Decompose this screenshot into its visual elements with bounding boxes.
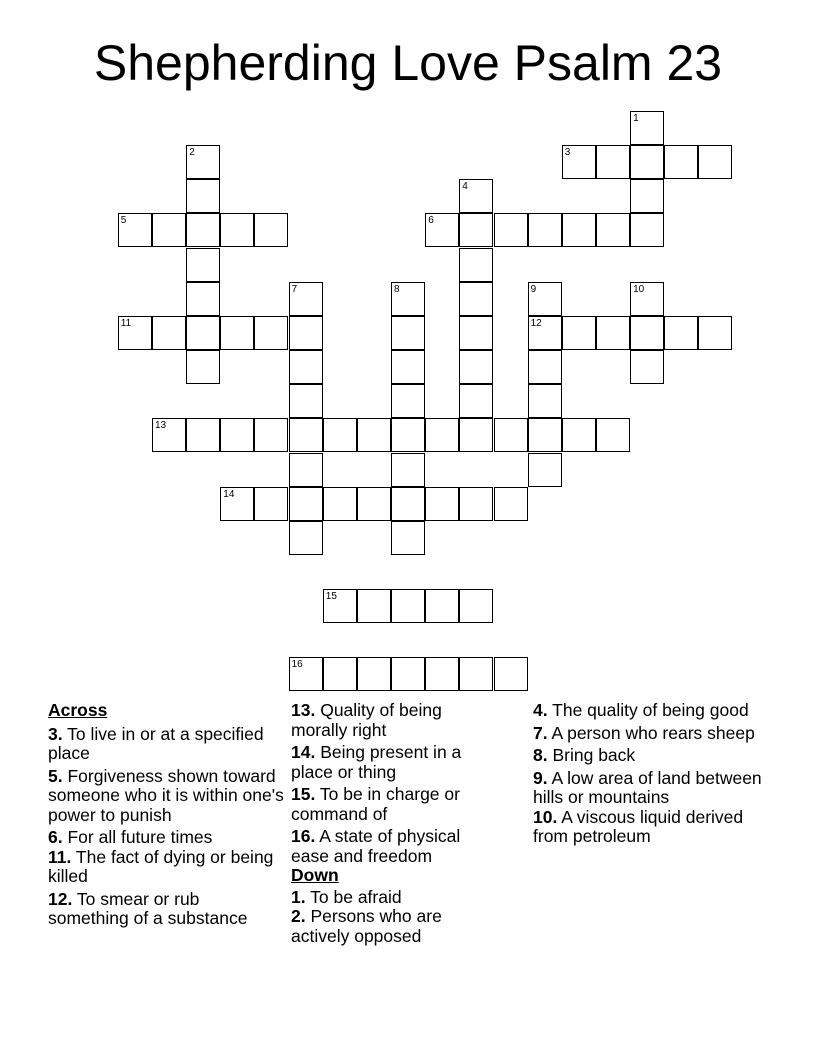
grid-cell[interactable] bbox=[528, 350, 562, 384]
clue-number: 3 bbox=[564, 147, 571, 159]
grid-cell[interactable] bbox=[459, 418, 493, 452]
grid-cell[interactable] bbox=[562, 145, 596, 179]
grid-cell[interactable] bbox=[459, 248, 493, 282]
grid-cell[interactable] bbox=[391, 453, 425, 487]
grid-cell[interactable] bbox=[357, 657, 391, 691]
clue-column-3 bbox=[533, 701, 773, 850]
clue-number: 5 bbox=[120, 215, 127, 227]
clue-number: 14 bbox=[223, 488, 235, 500]
grid-cell[interactable] bbox=[425, 213, 459, 247]
grid-cell[interactable] bbox=[186, 179, 220, 213]
clue-down-10: 10. A viscous liquid derived from petroleum bbox=[533, 806, 744, 846]
grid-cell[interactable] bbox=[323, 487, 357, 521]
grid-cell[interactable] bbox=[698, 316, 732, 350]
grid-cell[interactable] bbox=[391, 384, 425, 418]
clue-across-11: 11. The fact of dying or being killed bbox=[48, 846, 274, 886]
grid-cell[interactable] bbox=[562, 418, 596, 452]
clue-down-2: 2. Persons who are actively opposed bbox=[291, 906, 442, 946]
clue-number: 6 bbox=[428, 215, 434, 227]
grid-cell[interactable] bbox=[323, 418, 357, 452]
clue-number: 13 bbox=[155, 420, 167, 432]
grid-cell[interactable] bbox=[494, 487, 528, 521]
clue-column-1 bbox=[48, 701, 284, 932]
grid-cell[interactable] bbox=[459, 657, 493, 691]
grid-cell[interactable] bbox=[664, 316, 698, 350]
grid-cell[interactable] bbox=[152, 418, 186, 452]
grid-cell[interactable] bbox=[630, 350, 664, 384]
grid-cell[interactable] bbox=[186, 350, 220, 384]
grid-cell[interactable] bbox=[528, 316, 562, 350]
grid-cell[interactable] bbox=[289, 418, 323, 452]
grid-cell[interactable] bbox=[289, 350, 323, 384]
grid-cell[interactable] bbox=[118, 213, 152, 247]
grid-cell[interactable] bbox=[459, 316, 493, 350]
grid-cell[interactable] bbox=[459, 179, 493, 213]
grid-cell[interactable] bbox=[391, 282, 425, 316]
grid-cell[interactable] bbox=[562, 316, 596, 350]
grid-cell[interactable] bbox=[391, 589, 425, 623]
grid-cell[interactable] bbox=[323, 589, 357, 623]
grid-cell[interactable] bbox=[254, 316, 288, 350]
grid-cell[interactable] bbox=[459, 384, 493, 418]
grid-cell[interactable] bbox=[152, 316, 186, 350]
grid-cell[interactable] bbox=[494, 418, 528, 452]
grid-cell[interactable] bbox=[528, 213, 562, 247]
grid-cell[interactable] bbox=[630, 111, 664, 145]
grid-cell[interactable] bbox=[425, 418, 459, 452]
grid-cell[interactable] bbox=[698, 145, 732, 179]
grid-cell[interactable] bbox=[186, 145, 220, 179]
clue-down-9: 9. A low area of land between hills or mountains bbox=[533, 767, 762, 807]
grid-cell[interactable] bbox=[254, 487, 288, 521]
grid-cell[interactable] bbox=[357, 418, 391, 452]
grid-cell[interactable] bbox=[391, 487, 425, 521]
grid-cell[interactable] bbox=[220, 316, 254, 350]
grid-cell[interactable] bbox=[562, 213, 596, 247]
grid-cell[interactable] bbox=[289, 453, 323, 487]
grid-cell[interactable] bbox=[664, 145, 698, 179]
clue-number: 15 bbox=[325, 591, 337, 603]
grid-cell[interactable] bbox=[425, 657, 459, 691]
grid-cell[interactable] bbox=[528, 418, 562, 452]
clue-number: 9 bbox=[530, 283, 537, 295]
clue-number: 7 bbox=[291, 283, 298, 295]
clue-across-5: 5. Forgiveness shown toward someone who it is within one's power to punish bbox=[48, 765, 284, 825]
grid-cell[interactable] bbox=[289, 282, 323, 316]
clue-number: 10 bbox=[633, 283, 645, 295]
grid-cell[interactable] bbox=[289, 316, 323, 350]
clue-number: 1 bbox=[633, 113, 639, 124]
grid-cell[interactable] bbox=[186, 282, 220, 316]
clue-across-13: 13. Quality of being morally right bbox=[291, 700, 442, 740]
grid-cell[interactable] bbox=[186, 316, 220, 350]
clue-number: 11 bbox=[120, 317, 132, 329]
grid-cell[interactable] bbox=[289, 384, 323, 418]
grid-cell[interactable] bbox=[391, 350, 425, 384]
clue-across-15: 15. To be in charge or command of bbox=[291, 784, 460, 824]
grid-cell[interactable] bbox=[357, 487, 391, 521]
clue-across-6: 6. For all future times bbox=[48, 827, 213, 847]
grid-cell[interactable] bbox=[254, 213, 288, 247]
grid-cell[interactable] bbox=[254, 418, 288, 452]
clue-across-12: 12. To smear or rub something of a substance bbox=[48, 888, 248, 928]
grid-cell[interactable] bbox=[459, 487, 493, 521]
grid-cell[interactable] bbox=[596, 145, 630, 179]
grid-cell[interactable] bbox=[152, 213, 186, 247]
grid-cell[interactable] bbox=[220, 487, 254, 521]
grid-cell[interactable] bbox=[528, 282, 562, 316]
grid-cell[interactable] bbox=[459, 213, 493, 247]
grid-cell[interactable] bbox=[459, 350, 493, 384]
grid-cell[interactable] bbox=[186, 418, 220, 452]
grid-cell[interactable] bbox=[391, 657, 425, 691]
grid-cell[interactable] bbox=[289, 521, 323, 555]
grid-cell[interactable] bbox=[494, 657, 528, 691]
across-heading: Across bbox=[48, 700, 108, 720]
grid-cell[interactable] bbox=[494, 213, 528, 247]
clue-number: 2 bbox=[189, 147, 195, 159]
grid-cell[interactable] bbox=[186, 248, 220, 282]
clue-down-4: 4. The quality of being good bbox=[533, 700, 749, 720]
grid-cell[interactable] bbox=[323, 657, 357, 691]
clue-number: 16 bbox=[291, 659, 303, 671]
grid-cell[interactable] bbox=[459, 589, 493, 623]
clue-down-7: 7. A person who rears sheep bbox=[533, 722, 755, 743]
grid-cell[interactable] bbox=[596, 213, 630, 247]
grid-cell[interactable] bbox=[630, 316, 664, 350]
clue-number: 8 bbox=[394, 283, 400, 295]
grid-cell[interactable] bbox=[596, 418, 630, 452]
grid-cell[interactable] bbox=[528, 384, 562, 418]
grid-cell[interactable] bbox=[220, 418, 254, 452]
grid-cell[interactable] bbox=[391, 316, 425, 350]
grid-cell[interactable] bbox=[289, 487, 323, 521]
grid-cell[interactable] bbox=[220, 213, 254, 247]
clue-across-16: 16. A state of physical ease and freedom bbox=[291, 826, 461, 866]
grid-cell[interactable] bbox=[357, 589, 391, 623]
grid-cell[interactable] bbox=[630, 145, 664, 179]
grid-cell[interactable] bbox=[630, 179, 664, 213]
down-heading: Down bbox=[291, 865, 339, 885]
clue-down-1: 1. To be afraid bbox=[291, 886, 402, 907]
clue-number: 4 bbox=[462, 181, 468, 193]
grid-cell[interactable] bbox=[459, 282, 493, 316]
clue-column-2 bbox=[291, 701, 503, 949]
clue-down-8: 8. Bring back bbox=[533, 745, 636, 765]
grid-cell[interactable] bbox=[289, 657, 323, 691]
grid-cell[interactable] bbox=[630, 213, 664, 247]
grid-cell[interactable] bbox=[391, 521, 425, 555]
grid-cell[interactable] bbox=[118, 316, 152, 350]
grid-cell[interactable] bbox=[630, 282, 664, 316]
grid-cell[interactable] bbox=[528, 453, 562, 487]
grid-cell[interactable] bbox=[596, 316, 630, 350]
clue-number: 12 bbox=[530, 317, 542, 329]
grid-cell[interactable] bbox=[391, 418, 425, 452]
puzzle-title: Shepherding Love Psalm 23 bbox=[93, 35, 723, 91]
clue-across-3: 3. To live in or at a specified place bbox=[48, 723, 264, 763]
grid-cell[interactable] bbox=[186, 213, 220, 247]
grid-cell[interactable] bbox=[425, 487, 459, 521]
grid-cell[interactable] bbox=[425, 589, 459, 623]
clue-across-14: 14. Being present in a place or thing bbox=[291, 742, 462, 782]
